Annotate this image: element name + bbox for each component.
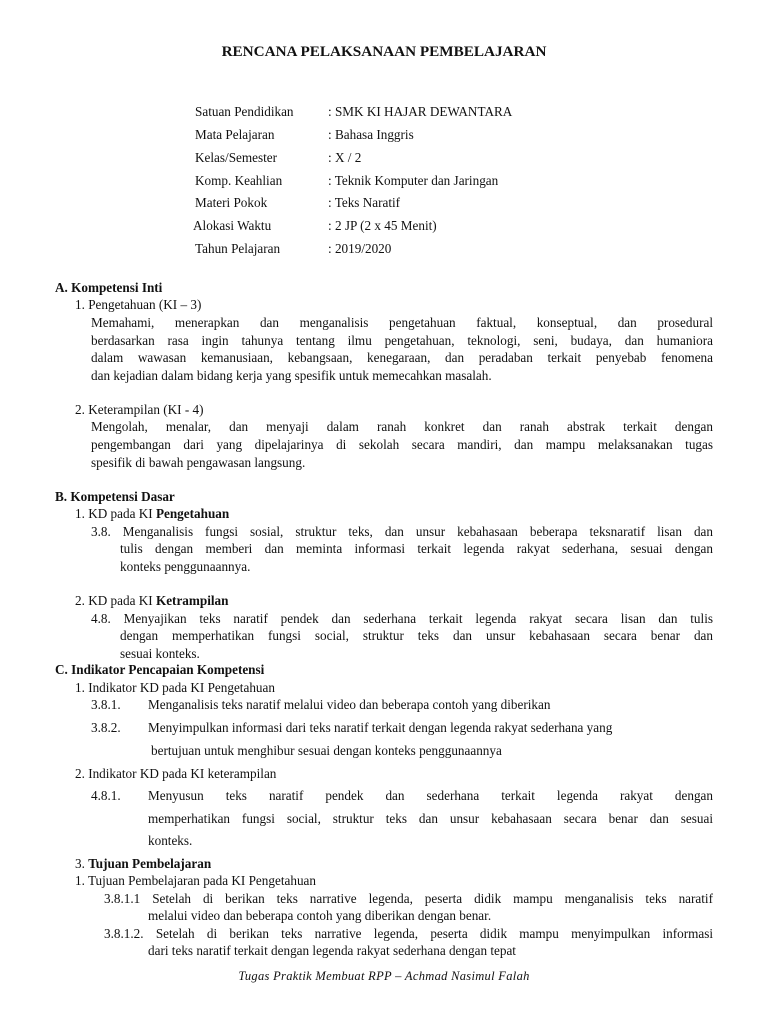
indicator-text: Menyimpulkan informasi dari teks naratif terkait dengan legenda rakyat sederhana yang xyxy=(148,720,613,735)
section-b-item-1-title: 1. KD pada KI Pengetahuan xyxy=(75,506,230,521)
section-a-item-2-line: Mengolah, menalar, dan menyaji dalam ranah konkret dan ranah abstrak terkait dengan xyxy=(91,419,713,434)
identity-value: : Bahasa Inggris xyxy=(328,127,414,142)
indicator-number: 4.8.1. xyxy=(91,788,121,803)
identity-value: : SMK KI HAJAR DEWANTARA xyxy=(328,104,513,119)
section-a-heading: A. Kompetensi Inti xyxy=(55,280,163,295)
tujuan-line: 3.8.1.2. Setelah di berikan teks narrative legenda, peserta didik mampu menyimpulkan informasi xyxy=(104,926,713,941)
tujuan-line: 3.8.1.1 Setelah di berikan teks narrative legenda, peserta didik mampu menganalisis teks naratif xyxy=(104,891,713,906)
section-a-item-1-line: Memahami, menerapkan dan menganalisis pengetahuan faktual, konseptual, dan prosedural xyxy=(91,315,713,330)
identity-value: : X / 2 xyxy=(328,150,362,165)
section-c-heading: C. Indikator Pencapaian Kompetensi xyxy=(55,662,265,677)
identity-label: Komp. Keahlian xyxy=(195,173,283,188)
indicator-number: 3.8.1. xyxy=(91,697,121,712)
identity-value: : Teks Naratif xyxy=(328,195,401,210)
section-a-item-1-line: dan kejadian dalam bidang kerja yang spesifik untuk memecahkan masalah. xyxy=(91,368,492,383)
indicator-text: memperhatikan fungsi social, struktur teks dan unsur kebahasaan secara benar dan sesuai xyxy=(148,811,713,826)
indicator-text: bertujuan untuk menghibur sesuai dengan konteks penggunaannya xyxy=(151,743,502,758)
document-title: RENCANA PELAKSANAAN PEMBELAJARAN xyxy=(221,43,547,60)
identity-value: : 2019/2020 xyxy=(328,241,392,256)
section-c-item-1-title: 1. Indikator KD pada KI Pengetahuan xyxy=(75,680,275,695)
identity-label: Kelas/Semester xyxy=(195,150,278,165)
tujuan-line: melalui video dan beberapa contoh yang diberikan dengan benar. xyxy=(148,908,492,923)
tujuan-line: dari teks naratif terkait dengan legenda rakyat sederhana dengan tepat xyxy=(148,943,516,958)
identity-label: Satuan Pendidikan xyxy=(195,104,294,119)
section-a-item-1-line: dalam wawasan kemanusiaan, kebangsaan, kenegaraan, dan peradaban terkait penyebab fenomena xyxy=(91,350,713,365)
kd-3-8-line: tulis dengan memberi dan meminta informasi terkait legenda rakyat sederhana, sesuai dengan xyxy=(120,541,713,556)
kd-3-8-line: konteks penggunaannya. xyxy=(120,559,251,574)
section-a-item-1-line: berdasarkan rasa ingin tahunya tentang ilmu pengetahuan, teknologi, seni, budaya, dan humaniora xyxy=(91,333,713,348)
kd-4-8-line: 4.8. Menyajikan teks naratif pendek dan sederhana terkait legenda rakyat secara lisan dan tulis xyxy=(91,611,713,626)
kd-4-8-line: dengan memperhatikan fungsi social, struktur teks dan unsur kebahasaan secara benar dan xyxy=(120,628,713,643)
section-a-item-2-line: pengembangan dari yang dipelajarinya di sekolah secara mandiri, dan mampu melaksanakan tugas xyxy=(91,437,713,452)
kd-3-8-line: 3.8. Menganalisis fungsi sosial, struktur teks, dan unsur kebahasaan beberapa teksnaratif lisan dan xyxy=(91,524,713,539)
identity-value: : 2 JP (2 x 45 Menit) xyxy=(328,218,437,233)
page-footer: Tugas Praktik Membuat RPP – Achmad Nasimul Falah xyxy=(238,969,530,983)
section-c-item-2-title: 2. Indikator KD pada KI keterampilan xyxy=(75,766,277,781)
identity-value: : Teknik Komputer dan Jaringan xyxy=(328,173,499,188)
kd-4-8-line: sesuai konteks. xyxy=(120,646,200,661)
tujuan-item-1-title: 1. Tujuan Pembelajaran pada KI Pengetahuan xyxy=(75,873,316,888)
section-a-item-1-title: 1. Pengetahuan (KI – 3) xyxy=(75,297,202,312)
indicator-text: Menyusun teks naratif pendek dan sederhana terkait legenda rakyat dengan xyxy=(148,788,713,803)
section-a-item-2-line: spesifik di bawah pengawasan langsung. xyxy=(91,455,306,470)
identity-label: Materi Pokok xyxy=(195,195,268,210)
indicator-text: konteks. xyxy=(148,833,193,848)
identity-label: Alokasi Waktu xyxy=(193,218,272,233)
section-b-item-2-title: 2. KD pada KI Ketrampilan xyxy=(75,593,229,608)
tujuan-heading: 3. Tujuan Pembelajaran xyxy=(75,856,212,871)
section-b-heading: B. Kompetensi Dasar xyxy=(55,489,175,504)
identity-label: Mata Pelajaran xyxy=(195,127,275,142)
indicator-text: Menganalisis teks naratif melalui video dan beberapa contoh yang diberikan xyxy=(148,697,551,712)
identity-label: Tahun Pelajaran xyxy=(195,241,281,256)
indicator-number: 3.8.2. xyxy=(91,720,121,735)
section-a-item-2-title: 2. Keterampilan (KI - 4) xyxy=(75,402,204,417)
